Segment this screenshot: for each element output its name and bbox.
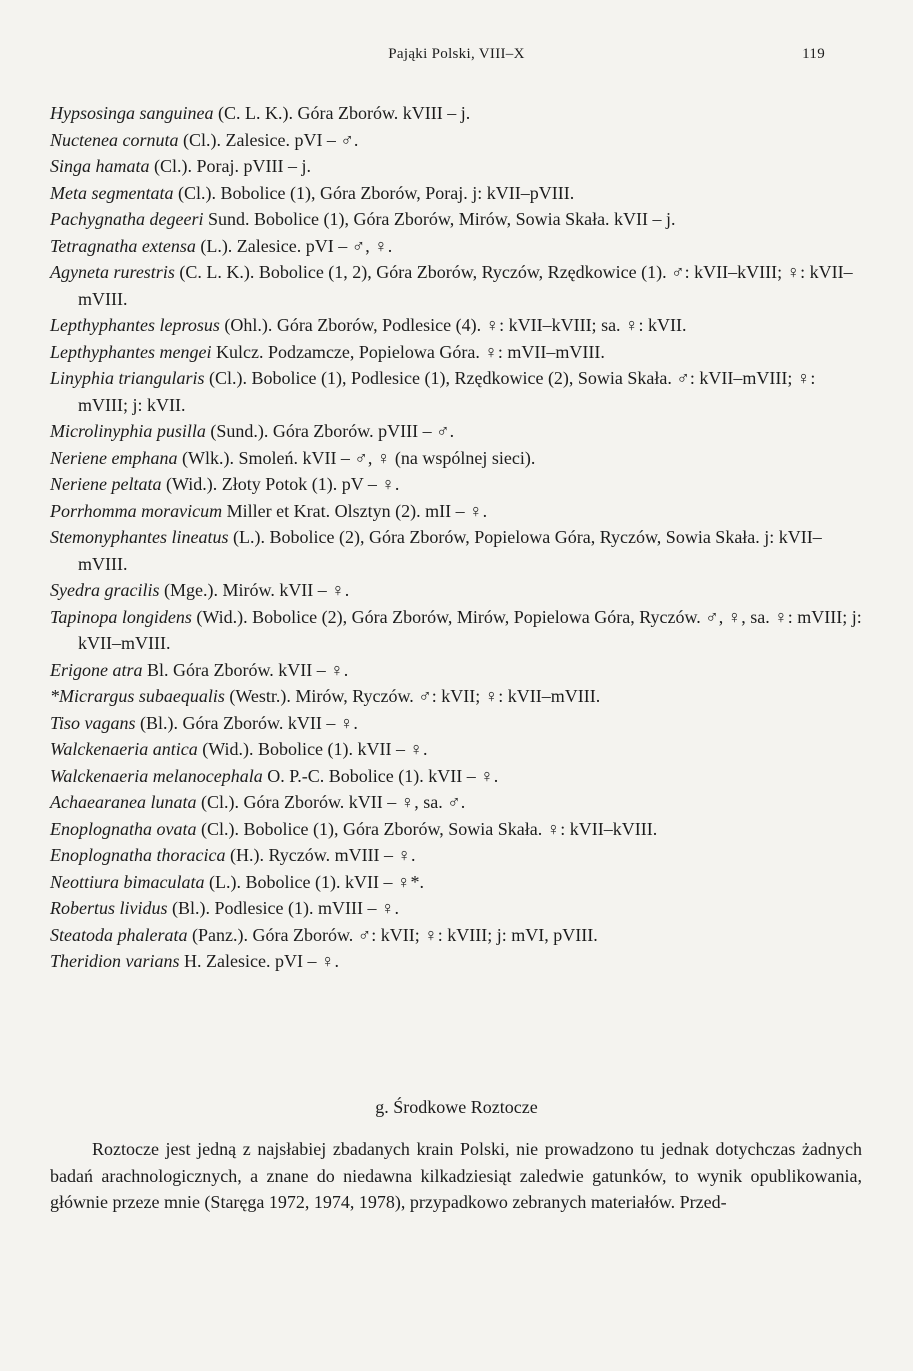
species-entry (50, 604, 862, 657)
species-name: Erigone atra (50, 659, 143, 680)
species-entry (50, 842, 862, 869)
species-name: Hypsosinga sanguinea (50, 103, 214, 123)
species-entry (50, 127, 862, 154)
species-name: Syedra gracilis (50, 580, 160, 600)
species-record: (L.). Bobolice (2), Góra Zborów, Popielowa Góra, Ryczów, Sowia Skała. j: kVII–mVIII. (78, 527, 822, 574)
species-entry (50, 180, 862, 207)
species-record: (Bl.). Góra Zborów. kVII – ♀. (140, 712, 358, 733)
species-name: Steatoda phalerata (50, 924, 188, 945)
species-entry (50, 339, 862, 366)
species-record: (Panz.). Góra Zborów. ♂: kVII; ♀: kVIII; j: mVI, pVIII. (192, 924, 598, 945)
species-record: (Wlk.). Smoleń. kVII – ♂, ♀ (na wspólnej sieci). (181, 447, 536, 468)
species-name: Linyphia triangularis (50, 368, 205, 388)
species-name: Robertus lividus (50, 898, 168, 918)
species-record: (Cl.). Góra Zborów. kVII – ♀, sa. ♂. (200, 792, 466, 812)
species-name: Walckenaeria melanocephala (50, 765, 263, 786)
species-name: Nuctenea cornuta (50, 129, 179, 150)
species-record: (Wid.). Złoty Potok (1). pV – ♀. (165, 474, 400, 494)
species-entry (50, 524, 862, 577)
species-list (50, 100, 862, 975)
species-record: Sund. Bobolice (1), Góra Zborów, Mirów, Sowia Skała. kVII – j. (207, 209, 676, 229)
species-name: Stemonyphantes lineatus (50, 527, 229, 547)
species-record: O. P.-C. Bobolice (1). kVII – ♀. (267, 765, 499, 786)
species-entry (50, 418, 862, 445)
species-name: Enoplognatha thoracica (50, 845, 226, 865)
species-record: (Ohl.). Góra Zborów, Podlesice (4). ♀: kVII–kVIII; sa. ♀: kVII. (224, 315, 687, 335)
species-name: Neriene peltata (50, 474, 162, 494)
species-name: Tetragnatha extensa (50, 235, 196, 256)
species-entry (50, 312, 862, 339)
species-name: Porrhomma moravicum (50, 500, 223, 521)
page-number: 119 (802, 46, 825, 62)
species-record: (Wid.). Bobolice (1). kVII – ♀. (202, 739, 428, 759)
species-entry (50, 869, 862, 896)
species-entry (50, 445, 862, 472)
species-entry (50, 763, 862, 790)
species-name: Theridion varians (50, 951, 180, 971)
species-record: H. Zalesice. pVI – ♀. (184, 951, 339, 971)
running-title: Pająki Polski, VIII–X (388, 46, 525, 62)
species-record: (Cl.). Poraj. pVIII – j. (154, 156, 311, 176)
species-record: (Sund.). Góra Zborów. pVIII – ♂. (210, 421, 455, 441)
species-record: (C. L. K.). Bobolice (1, 2), Góra Zborów, Ryczów, Rzędkowice (1). ♂: kVII–kVIII; ♀: kVII–mVIII. (78, 262, 853, 309)
species-entry (50, 153, 862, 180)
species-name: Lepthyphantes leprosus (50, 315, 220, 335)
species-entry (50, 895, 862, 922)
species-entry (50, 948, 862, 975)
species-entry (50, 100, 862, 127)
species-name: Lepthyphantes mengei (50, 341, 212, 362)
species-name: Meta segmentata (50, 182, 174, 203)
species-name: Neottiura bimaculata (50, 871, 205, 892)
species-record: (Cl.). Bobolice (1), Podlesice (1), Rzędkowice (2), Sowia Skała. ♂: kVII–mVIII; ♀: mVIII; j: kVII. (78, 368, 816, 415)
species-record: (Wid.). Bobolice (2), Góra Zborów, Mirów, Popielowa Góra, Ryczów. ♂, ♀, sa. ♀: mVIII; j: kVII–mVIII. (78, 606, 862, 653)
species-entry (50, 259, 862, 312)
species-record: (Bl.). Podlesice (1). mVIII – ♀. (172, 898, 399, 918)
species-entry (50, 657, 862, 684)
species-entry (50, 789, 862, 816)
species-record: (C. L. K.). Góra Zborów. kVIII – j. (218, 103, 471, 123)
species-entry (50, 577, 862, 604)
species-record: (H.). Ryczów. mVIII – ♀. (229, 845, 416, 865)
species-name: Neriene emphana (50, 447, 178, 468)
species-name: Tapinopa longidens (50, 606, 192, 627)
species-entry (50, 816, 862, 843)
species-name: *Micrargus subaequalis (50, 686, 225, 706)
species-name: Agyneta rurestris (50, 262, 175, 282)
species-record: (L.). Zalesice. pVI – ♂, ♀. (200, 235, 393, 256)
species-record: (Cl.). Bobolice (1), Góra Zborów, Sowia Skała. ♀: kVII–kVIII. (201, 818, 658, 839)
species-record: (Cl.). Zalesice. pVI – ♂. (182, 129, 359, 150)
species-entry (50, 498, 862, 525)
species-name: Achaearanea lunata (50, 792, 197, 812)
species-entry (50, 683, 862, 710)
species-entry (50, 471, 862, 498)
species-record: (Westr.). Mirów, Ryczów. ♂: kVII; ♀: kVII–mVIII. (229, 686, 601, 706)
section-heading: g. Środkowe Roztocze (375, 1097, 538, 1117)
section-paragraph: Roztocze jest jedną z najsłabiej zbadanych krain Polski, nie prowadzono tu jednak dotychczas żadnych badań arachnologicznych, a znane do niedawna kilkadziesiąt zaledwie gatunków, to wynik opublikowania, głównie przeze mnie (Staręga 1972, 1974, 1978), przypadkowo zebranych materiałów. Przed- (50, 1139, 862, 1212)
species-record: Miller et Krat. Olsztyn (2). mII – ♀. (226, 500, 488, 521)
species-entry (50, 365, 862, 418)
species-entry (50, 206, 862, 233)
species-name: Tiso vagans (50, 712, 136, 733)
species-record: (L.). Bobolice (1). kVII – ♀*. (209, 871, 424, 892)
species-record: (Mge.). Mirów. kVII – ♀. (164, 580, 350, 600)
species-name: Microlinyphia pusilla (50, 421, 206, 441)
species-name: Singa hamata (50, 156, 150, 176)
species-entry (50, 233, 862, 260)
species-entry (50, 922, 862, 949)
species-record: (Cl.). Bobolice (1), Góra Zborów, Poraj. j: kVII–pVIII. (177, 182, 575, 203)
species-name: Walckenaeria antica (50, 739, 198, 759)
species-entry (50, 710, 862, 737)
species-entry (50, 736, 862, 763)
species-record: Kulcz. Podzamcze, Popielowa Góra. ♀: mVII–mVIII. (215, 341, 605, 362)
species-record: Bl. Góra Zborów. kVII – ♀. (147, 659, 349, 680)
species-name: Pachygnatha degeeri (50, 209, 204, 229)
species-name: Enoplognatha ovata (50, 818, 197, 839)
